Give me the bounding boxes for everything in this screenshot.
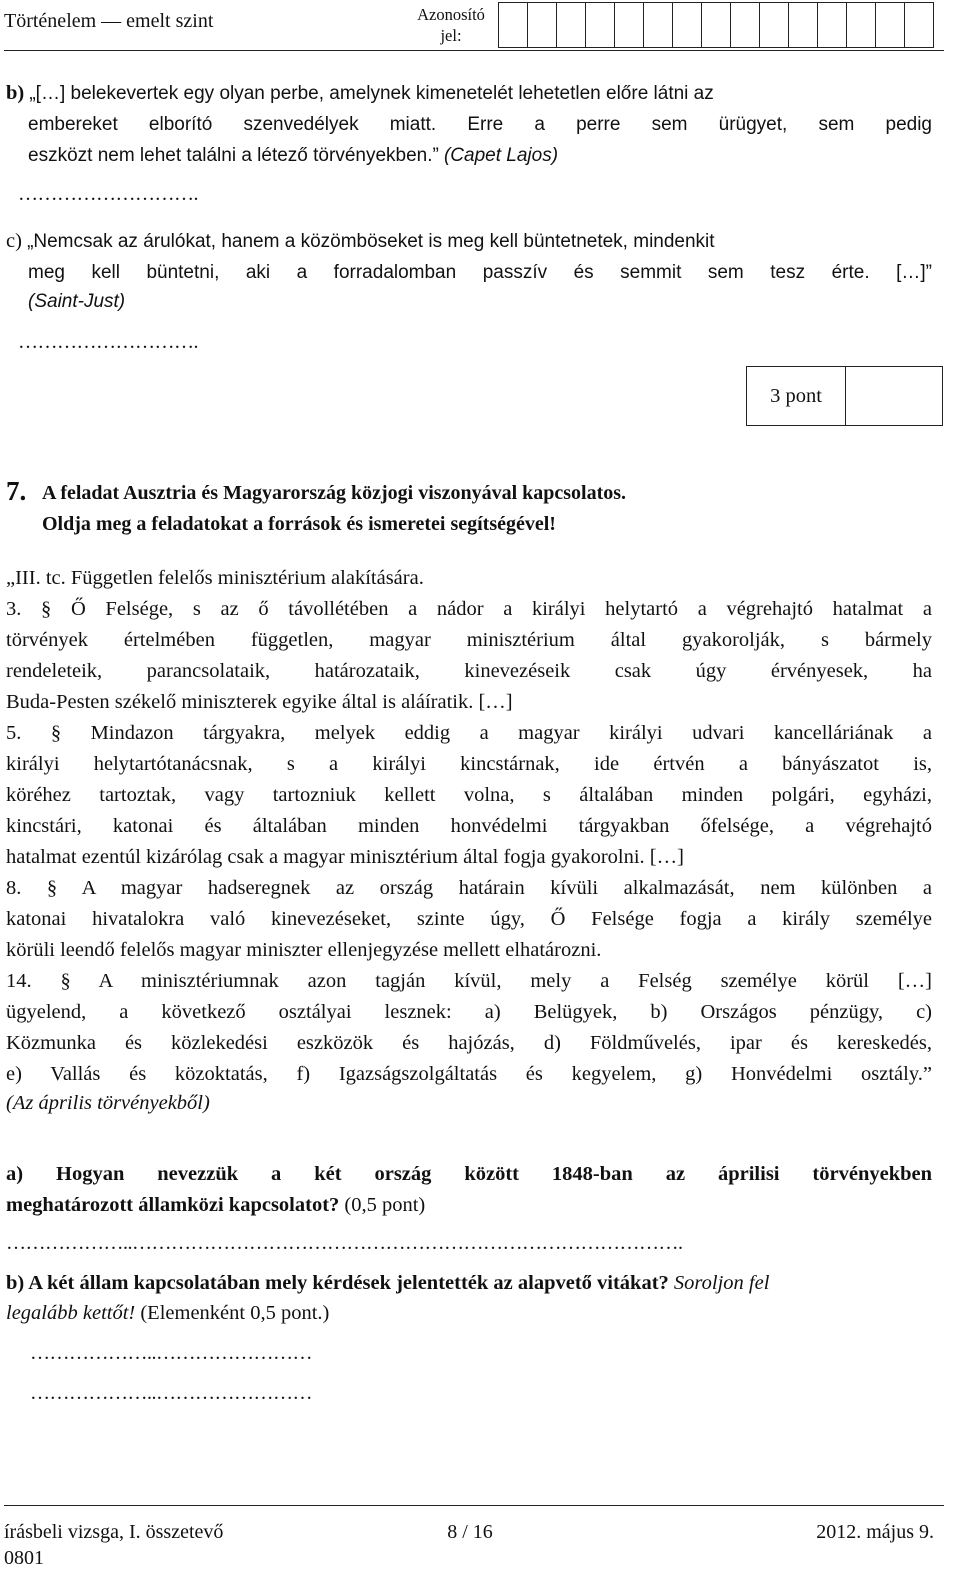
paragraph-5-line: kincstári, katonai és általában minden honvédelmi tárgyakban őfelsége, a végrehajtó: [6, 815, 932, 837]
paragraph-3-line: Buda-Pesten székelő miniszterek egyike által is aláíratik. […]: [6, 691, 513, 713]
task6-b-line1: [6, 78, 932, 109]
id-label-line1: Azonosító: [417, 5, 485, 24]
task6-b-quote-3: eszközt nem lehet találni a létező törvényekben.”: [28, 145, 439, 166]
task6-b-answer-line[interactable]: ……………………….: [18, 183, 198, 205]
header-subject: Történelem — emelt szint: [4, 10, 214, 32]
paragraph-14-line: e) Vallás és közoktatás, f) Igazságszolgáltatás és kegyelem, g) Honvédelmi osztály.”: [6, 1063, 932, 1085]
paragraph-5-line: királyi helytartótanácsnak, s a királyi kincstárnak, ide értvén a bányászatot is,: [6, 753, 932, 775]
footer-exam-label: írásbeli vizsga, I. összetevő: [4, 1521, 224, 1543]
id-box[interactable]: [527, 2, 557, 48]
question-a-line2: [6, 1190, 425, 1221]
id-box[interactable]: [817, 2, 847, 48]
footer-date: 2012. május 9.: [816, 1521, 934, 1543]
paragraph-8-line: 8. § A magyar hadseregnek az ország határain kívüli alkalmazását, nem különben a: [6, 877, 932, 899]
question-b-line1: [6, 1268, 769, 1299]
question-b-answer-line-1[interactable]: ………………..……………………: [30, 1342, 312, 1364]
question-b-instruction-cont: legalább kettőt!: [6, 1302, 136, 1324]
id-box[interactable]: [498, 2, 528, 48]
question-a-text: meghatározott államközi kapcsolatot?: [6, 1194, 340, 1216]
id-box[interactable]: [701, 2, 731, 48]
question-b-answer-line-2[interactable]: ………………..……………………: [30, 1382, 312, 1404]
source-citation: (Az április törvényekből): [6, 1092, 210, 1114]
paragraph-5-line: hatalmat ezentúl kizárólag csak a magyar minisztérium által fogja gyakorolni. […]: [6, 846, 684, 868]
task6-b-line3: [28, 140, 558, 171]
paragraph-14-line: ügyelend, a következő osztályai lesznek: a) Belügyek, b) Országos pénzügy, c): [6, 1001, 932, 1023]
id-box[interactable]: [759, 2, 789, 48]
paragraph-5-line: köréhez tartoztak, vagy tartozniuk kellett volna, s általában minden polgári, egyházi,: [6, 784, 932, 806]
paragraph-8-line: körüli leendő felelős magyar miniszter ellenjegyzése mellett elhatározni.: [6, 939, 602, 961]
question-b-instruction: Soroljon fel: [673, 1272, 770, 1294]
paragraph-14-line: 14. § A minisztériumnak azon tagján kívül, mely a Felség személye körül […]: [6, 970, 932, 992]
question-a-points: (0,5 pont): [344, 1194, 426, 1216]
task6-b-label: b): [6, 82, 25, 104]
id-box[interactable]: [875, 2, 905, 48]
question-b-points: (Elemenként 0,5 pont.): [140, 1302, 330, 1324]
id-box[interactable]: [730, 2, 760, 48]
paragraph-14-line: Közmunka és közlekedési eszközök és hajózás, d) Földművelés, ipar és kereskedés,: [6, 1032, 932, 1054]
footer-code: 0801: [4, 1547, 44, 1569]
question-b-line2: [6, 1298, 329, 1329]
task6-c-source: (Saint-Just): [28, 291, 126, 312]
task6-c-answer-line[interactable]: ……………………….: [18, 331, 198, 353]
question-a-answer-line[interactable]: ………………..………………………………………………………………………….: [6, 1232, 683, 1254]
task6-c-label: c): [6, 230, 22, 252]
task6-c-line1: [6, 226, 932, 257]
id-box[interactable]: [643, 2, 673, 48]
id-label-line2: jel:: [440, 26, 462, 45]
id-box[interactable]: [585, 2, 615, 48]
footer-left: [4, 1519, 223, 1571]
paragraph-3-line: 3. § Ő Felsége, s az ő távollétében a nádor a királyi helytartó a végrehajtó hatalmat a: [6, 598, 932, 620]
paragraph-3-line: törvények értelmében független, magyar minisztérium által gyakorolják, s bármely: [6, 629, 932, 651]
id-box[interactable]: [788, 2, 818, 48]
id-box[interactable]: [672, 2, 702, 48]
id-label: [406, 4, 496, 46]
id-box[interactable]: [614, 2, 644, 48]
task6-c-quote-1: „Nemcsak az árulókat, hanem a közömböseket is meg kell büntetnetek, mindenkit: [27, 231, 715, 252]
header-divider: [4, 50, 944, 51]
task7-title-line1: A feladat Ausztria és Magyarország közjogi viszonyával kapcsolatos.: [42, 482, 627, 504]
source-heading: „III. tc. Független felelős minisztérium alakítására.: [6, 567, 424, 589]
points-score-box[interactable]: [845, 366, 943, 426]
points-label: 3 pont: [770, 385, 822, 407]
task7-title-line2: Oldja meg a feladatokat a források és ismeretei segítségével!: [42, 513, 556, 535]
id-box[interactable]: [904, 2, 934, 48]
task6-b-line2: embereket elborító szenvedélyek miatt. Erre a perre sem ürügyet, sem pedig: [28, 114, 932, 135]
task6-b-source: (Capet Lajos): [443, 145, 559, 166]
paragraph-5-line: 5. § Mindazon tárgyakra, melyek eddig a magyar királyi udvari kancelláriának a: [6, 722, 932, 744]
footer-divider: [4, 1505, 944, 1506]
task6-c-line2: meg kell büntetni, aki a forradalomban passzív és semmit sem tesz érte. […]”: [28, 262, 932, 283]
task6-b-quote-1: „[…] belekevertek egy olyan perbe, amelynek kimenetelét lehetetlen előre látni az: [29, 83, 714, 104]
question-b-text: b) A két állam kapcsolatában mely kérdések jelentették az alapvető vitákat?: [6, 1272, 669, 1294]
footer-page-number: 8 / 16: [447, 1521, 493, 1543]
points-box: [746, 366, 846, 426]
id-box[interactable]: [846, 2, 876, 48]
task7-number: 7.: [6, 476, 27, 506]
paragraph-8-line: katonai hivatalokra való kinevezéseket, szinte úgy, Ő Felsége fogja a király személye: [6, 908, 932, 930]
paragraph-3-line: rendeleteik, parancsolataik, határozataik, kinevezéseik csak úgy érvényesek, ha: [6, 660, 932, 682]
id-box[interactable]: [556, 2, 586, 48]
question-a-line1: a) Hogyan nevezzük a két ország között 1848-ban az áprilisi törvényekben: [6, 1163, 932, 1185]
